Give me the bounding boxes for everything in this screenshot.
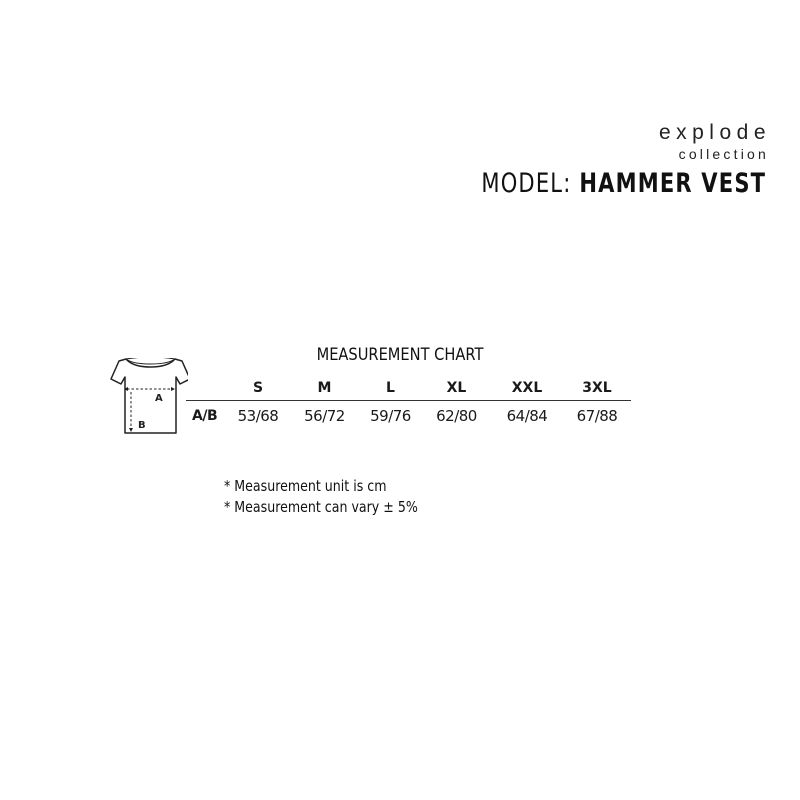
table-corner [186,376,226,401]
size-header: XXL [511,380,543,396]
measurement-cell: 53/68 [237,407,279,425]
tshirt-measurement-diagram-icon [110,358,188,436]
measurement-cell: 59/76 [370,407,411,425]
diagram-label-a: A [155,393,163,404]
measurement-table [186,376,631,431]
measurement-cell: 67/88 [576,407,618,425]
brand-header [401,120,771,200]
brand-subtitle: collection [678,146,769,162]
size-header: XL [446,380,467,396]
chart-title: MEASUREMENT CHART [316,345,484,365]
size-header: 3XL [582,380,612,396]
table-row [186,401,631,432]
measurement-cell: 62/80 [436,407,477,425]
size-header: M [317,380,332,396]
note-variance: * Measurement can vary ± 5% [224,498,418,516]
size-header-row [186,376,631,401]
model-name: HAMMER VEST [579,168,766,199]
row-label: A/B [192,408,218,424]
size-header: L [386,380,395,396]
model-prefix: MODEL: [481,168,572,199]
diagram-label-b: B [138,420,146,431]
size-header: S [252,380,264,396]
measurement-notes [224,476,418,518]
measurement-cell: 56/72 [304,407,345,425]
measurement-cell: 64/84 [506,407,548,425]
note-unit: * Measurement unit is cm [224,477,387,495]
model-title [481,168,766,200]
brand-name: explode [658,121,771,144]
